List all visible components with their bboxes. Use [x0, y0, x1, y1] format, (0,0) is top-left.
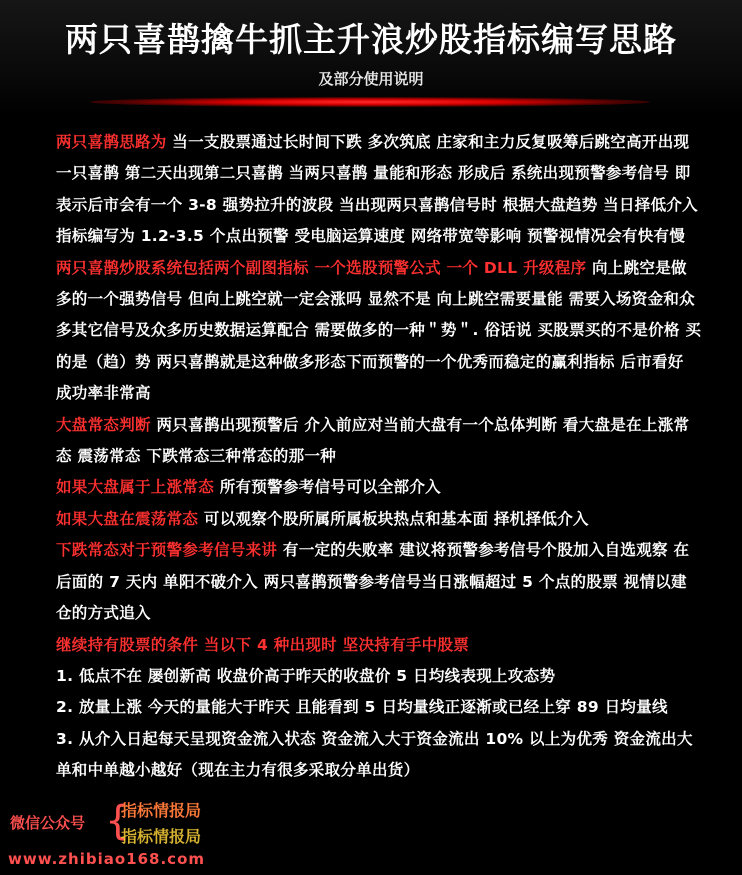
page-subtitle: 及部分使用说明	[318, 70, 424, 88]
article-body	[56, 127, 702, 787]
body-text: 2. 放量上涨 今天的量能大于昨天 且能看到 5 日均量线正逐渐或已经上穿 89 日均量线	[56, 698, 668, 717]
body-text: 向上跳空是做多的一个强势信号 但向上跳空就一定会涨吗 显然不是 向上跳空需要量能 需要入场资金和众多其它信号及众多历史数据运算配合 需要做多的一种＂势＂. 俗话说 买股票买的不是价格 买的是（趋）势 两只喜鹊就是这种做多形态下而预警的一个优秀而稳定的赢利指标 后市看好 成功率非常高	[56, 258, 702, 403]
condition-item-2	[56, 692, 702, 723]
condition-item-3	[56, 724, 702, 787]
body-text: 当一支股票通过长时间下跌 多次筑底 庄家和主力反复吸筹后跳空高开出现一只喜鹊 第二天出现第二只喜鹊 当两只喜鹊 量能和形态 形成后 系统出现预警参考信号 即表示后市会有一个 3-8 强势拉升的波段 当出现两只喜鹊信号时 根据大盘趋势 当日择低介入	[56, 133, 698, 214]
body-text: 1. 低点不在 屡创新高 收盘价高于昨天的收盘价 5 日均线表现上攻态势	[56, 666, 556, 685]
watermark-account-name: 指标情报局	[121, 801, 202, 820]
watermark-url: www.zhibiao168.com	[8, 850, 206, 868]
highlight-text: 如果大盘在震荡常态	[56, 509, 199, 528]
body-text: 所有预警参考信号可以全部介入	[214, 478, 441, 497]
body-text: 3. 从介入日起每天呈现资金流入状态 资金流入大于资金流出 10% 以上为优秀 资金流出大单和中单越小越好（现在主力有很多采取分单出货）	[56, 729, 693, 780]
body-text: 两只喜鹊出现预警后 介入前应对当前大盘有一个总体判断 看大盘是在上涨常态 震荡常态 下跌常态三种常态的那一种	[56, 415, 690, 466]
page-title: 两只喜鹊擒牛抓主升浪炒股指标编写思路	[65, 20, 677, 59]
highlight-text: 两只喜鹊炒股系统包括两个副图指标 一个选股预警公式 一个 DLL 升级程序	[56, 258, 587, 277]
paragraph-falling	[56, 535, 702, 629]
watermark-brace: {	[105, 798, 131, 844]
paragraph-oscillating	[56, 504, 702, 535]
highlight-text: 继续持有股票的条件 当以下 4 种出现时 坚决持有手中股票	[56, 635, 470, 654]
paragraph-hold-conditions	[56, 630, 702, 661]
paragraph-system	[56, 253, 702, 410]
highlight-text: 大盘常态判断	[56, 415, 151, 434]
paragraph-indicator	[56, 221, 702, 252]
highlight-text: 下跌常态对于预警参考信号来讲	[56, 541, 278, 560]
paragraph-rising	[56, 472, 702, 503]
red-divider-glow	[90, 97, 650, 107]
highlight-text: 如果大盘属于上涨常态	[56, 478, 215, 497]
paragraph-market-judgment	[56, 410, 702, 473]
condition-item-1	[56, 661, 702, 692]
watermark-wechat-label: 微信公众号	[10, 814, 86, 832]
watermark-account-name-alt: 指标情报局	[121, 827, 202, 846]
paragraph-idea	[56, 127, 702, 221]
body-text: 有一定的失败率 建议将预警参考信号个股加入自选观察 在后面的 7 天内 单阳不破介入 两只喜鹊预警参考信号当日涨幅超过 5 个点的股票 视情以建仓的方式追入	[56, 541, 690, 623]
highlight-text: 两只喜鹊思路为	[56, 133, 167, 151]
body-text: 可以观察个股所属所属板块热点和基本面 择机择低介入	[198, 509, 589, 528]
body-text: 指标编写为 1.2-3.5 个点出预警 受电脑运算速度 网络带宽等影响 预警视情况会有快有慢	[56, 227, 686, 246]
